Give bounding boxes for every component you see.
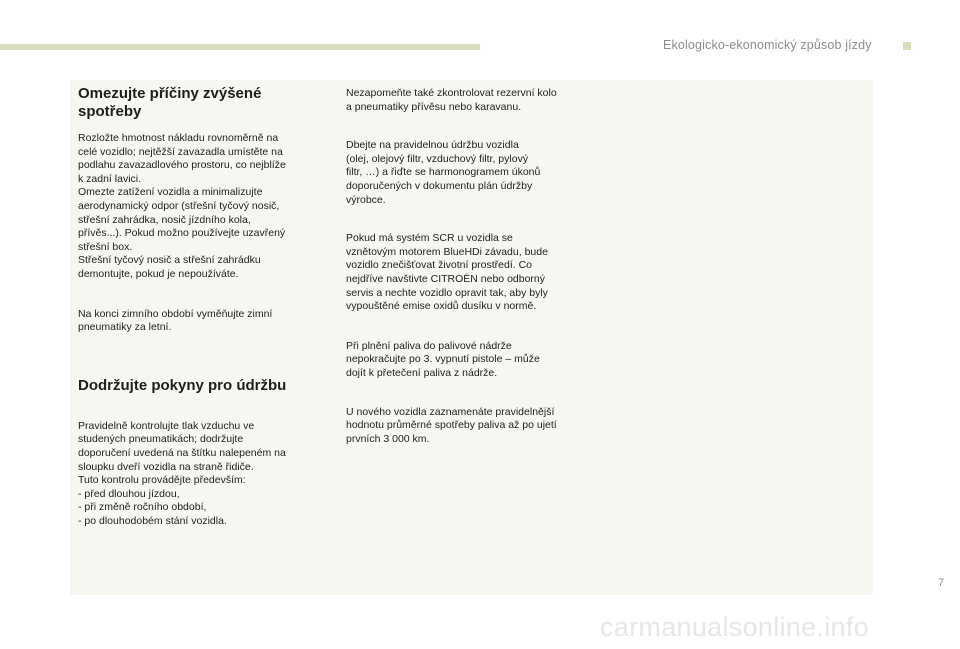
header-square-icon — [903, 42, 911, 50]
page-number: 7 — [938, 577, 945, 589]
paragraph-new-vehicle: U nového vozidla zaznamenáte pravidelnější hodnotu průměrné spotřeby paliva až po ujetí prvních 3 000 km. — [346, 405, 557, 445]
watermark-text: carmanualsonline.info — [600, 612, 869, 642]
left-column — [78, 85, 328, 528]
heading-maintenance: Dodržujte pokyny pro údržbu — [78, 376, 287, 394]
paragraph-load-distribution: Rozložte hmotnost nákladu rovnoměrně na celé vozidlo; nejtěžší zavazadla umístěte na podlahu zavazadlového prostoru, co nejblíže k zadní lavici. Omezte zatížení vozidla a minimalizujte aerodynamický odpor (střešní tyčový nosič, střešní zahrádka, nosič jízdního kola, přívěs...). Pokud možno používejte uzavřený střešní box. Střešní tyčový nosič a střešní zahrádku demontujte, pokud je nepoužíváte. — [78, 132, 286, 280]
paragraph-spare-wheel: Nezapomeňte také zkontrolovat rezervní kolo a pneumatiky přívěsu nebo karavanu. — [346, 87, 557, 113]
heading-reduce-consumption: Omezujte příčiny zvýšené spotřeby — [78, 85, 262, 120]
paragraph-tyre-pressure: Pravidelně kontrolujte tlak vzduchu ve studených pneumatikách; dodržujte doporučení uvedená na štítku nalepeném na sloupku dveří vozidla na straně řidiče. Tuto kontrolu provádějte především: - před dlouhou jízdou, - při změně ročního období, - po dlouhodobém stání vozidla. — [78, 419, 286, 527]
right-column — [346, 87, 606, 446]
paragraph-refuelling: Při plnění paliva do palivové nádrže nepokračujte po 3. vypnutí pistole – může dojít k přetečení paliva z nádrže. — [346, 339, 540, 379]
section-title: Ekologicko-ekonomický způsob jízdy — [663, 38, 872, 52]
paragraph-scr-system: Pokud má systém SCR u vozidla se vznětovým motorem BlueHDi závadu, bude vozidlo znečišťovat životní prostředí. Co nejdříve navštivte CITROËN nebo odborný servis a nechte vozidlo opravit tak, aby byly vypouštěné emise oxidů dusíku v normě. — [346, 232, 548, 313]
paragraph-regular-service: Dbejte na pravidelnou údržbu vozidla (olej, olejový filtr, vzduchový filtr, pylový filtr, …) a řiďte se harmonogramem úkonů doporučených v dokumentu plán údržby výrobce. — [346, 139, 541, 206]
header-accent-bar — [0, 44, 480, 50]
paragraph-winter-tyres: Na konci zimního období vyměňujte zimní pneumatiky za letní. — [78, 307, 273, 334]
